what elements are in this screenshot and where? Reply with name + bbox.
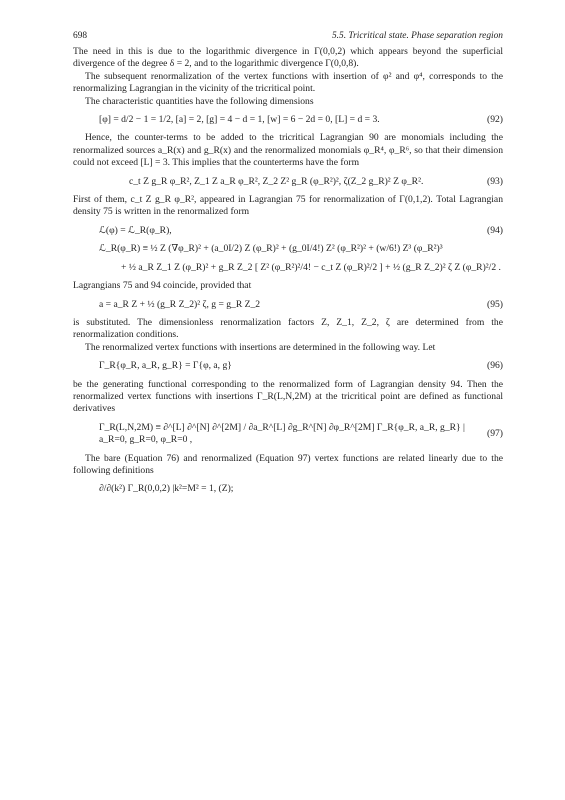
- paragraph: The renormalized vertex functions with insertions are determined in the following way. Let: [85, 341, 436, 353]
- paragraph: The characteristic quantities have the following dimensions: [85, 95, 314, 107]
- equation-body: ∂/∂(k²) Γ_R(0,0,2) |k²=M² = 1, (Z);: [99, 483, 234, 495]
- paragraph: The bare (Equation 76) and renormalized (Equation 97) vertex functions are related linearly due to the following definitions: [73, 452, 503, 476]
- equation-93: [73, 176, 503, 188]
- equation-body: + ½ a_R Z_1 Z (φ_R)² + g_R Z_2 [ Z² (φ_R²)²/4! − c_t Z (φ_R)²/2 ] + ½ (g_R Z_2)² ζ Z (φ_R)²/2 .: [121, 261, 501, 273]
- paragraph: be the generating functional corresponding to the renormalized form of Lagrangian density 94. Then the renormalized vertex functions with insertions Γ_R(L,N,2M) at the tricritical point are defined as functional derivatives: [73, 378, 503, 415]
- equation-number: (92): [487, 114, 503, 126]
- equation-96: [73, 360, 503, 372]
- equation-number: (96): [487, 360, 503, 372]
- page: [73, 30, 503, 496]
- equation-92: [73, 114, 503, 126]
- equation-94-line-3: [73, 262, 503, 274]
- page-header: [73, 30, 503, 46]
- equation-body: Γ_R(L,N,2M) ≡ ∂^[L] ∂^[N] ∂^[2M] / ∂a_R^[L] ∂g_R^[N] ∂φ_R^[2M] Γ_R{φ_R, a_R, g_R} | a_R=0, g_R=0, φ_R=0 ,: [99, 421, 465, 446]
- equation-94-line-2: [73, 243, 503, 255]
- equation-number: (94): [487, 224, 503, 236]
- equation-body: [φ] = d/2 − 1 = 1/2, [a] = 2, [g] = 4 − d = 1, [w] = 6 − 2d = 0, [L] = d = 3.: [99, 114, 380, 126]
- equation-number: (93): [487, 175, 503, 187]
- equation-number: (95): [487, 298, 503, 310]
- paragraph: Lagrangians 75 and 94 coincide, provided that: [73, 280, 252, 292]
- running-title: 5.5. Tricritical state. Phase separation region: [331, 31, 503, 41]
- equation-body: ℒ_R(φ_R) ≡ ½ Z (∇φ_R)² + (a_0I/2) Z (φ_R)² + (g_0I/4!) Z² (φ_R²)² + (w/6!) Z³ (φ_R²)³: [99, 243, 443, 255]
- paragraph: The subsequent renormalization of the vertex functions with insertion of φ² and φ⁴, corresponds to the renormalizing Lagrangian in the vicinity of the tricritical point.: [73, 70, 503, 95]
- paragraph: First of them, c_t Z g_R φ_R², appeared in Lagrangian 75 for renormalization of Γ(0,1,2). Total Lagrangian density 75 is written in the renormalized form: [73, 194, 503, 218]
- equation-98: [73, 483, 503, 495]
- equation-body: a = a_R Z + ½ (g_R Z_2)² ζ, g = g_R Z_2: [99, 298, 261, 310]
- equation-body: Γ_R{φ_R, a_R, g_R} = Γ{φ, a, g}: [99, 360, 232, 372]
- equation-95: [73, 299, 503, 311]
- equation-97: [73, 422, 503, 447]
- page-number: 698: [73, 31, 88, 41]
- paragraph: is substituted. The dimensionless renormalization factors Z, Z_1, Z_2, ζ are determined from the renormalization conditions.: [73, 316, 503, 341]
- equation-body: ℒ(φ) = ℒ_R(φ_R),: [99, 224, 172, 236]
- paragraph: Hence, the counter-terms to be added to the tricritical Lagrangian 90 are monomials including the renormalized sources a_R(x) and g_R(x) and the renormalized monomials φ_R⁴, φ_R⁶, so that their dimension could not exceed [L] = 3. This implies that the counterterms have the form: [73, 132, 503, 169]
- equation-number: (97): [487, 427, 503, 439]
- paragraph: The need in this is due to the logarithmic divergence in Γ(0,0,2) which appears beyond the superficial divergence of the degree δ = 2, and to the logarithmic divergence Γ(0,0,8).: [73, 46, 503, 70]
- equation-94: [73, 225, 503, 237]
- equation-body: c_t Z g_R φ_R², Z_1 Z a_R φ_R², Z_2 Z² g_R (φ_R²)², ζ(Z_2 g_R)² Z φ_R².: [129, 175, 424, 187]
